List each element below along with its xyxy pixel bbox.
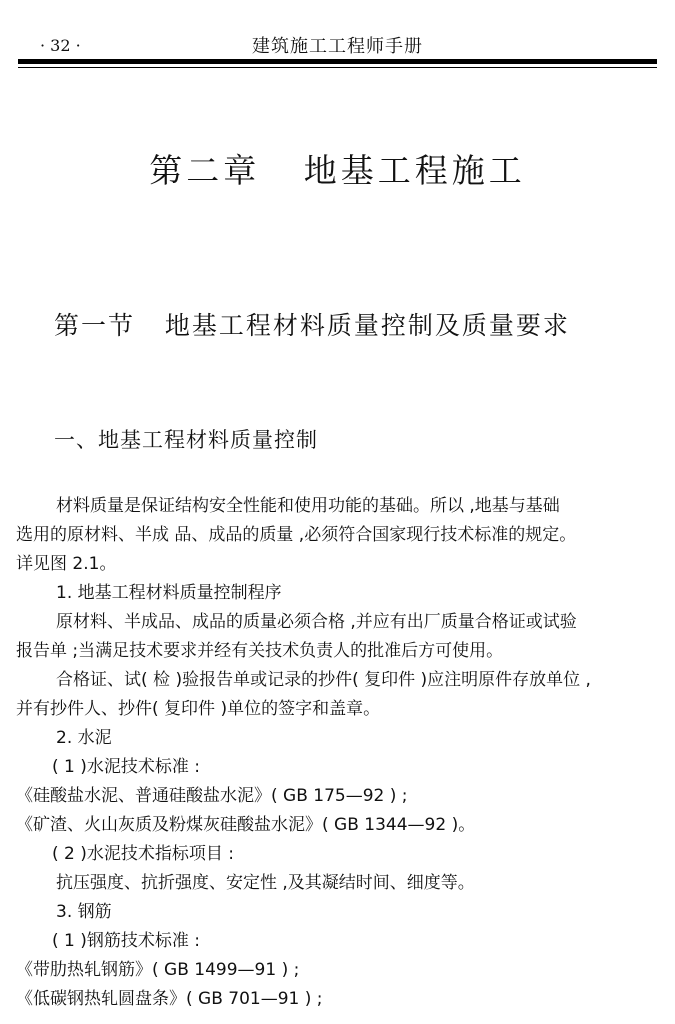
header-rule-thick xyxy=(18,59,657,64)
body-line: ( 2 )水泥技术指标项目 : xyxy=(52,844,235,864)
body-line: 1. 地基工程材料质量控制程序 xyxy=(56,583,282,603)
body-line: ( 1 )水泥技术标准 : xyxy=(52,757,201,777)
body-line: 3. 钢筋 xyxy=(56,902,112,922)
page-number: · 32 · xyxy=(40,36,81,55)
body-line: 《低碳钢热轧圆盘条》( GB 701—91 ) ; xyxy=(16,989,323,1009)
body-line: ( 1 )钢筋技术标准 : xyxy=(52,931,201,951)
body-line: 原材料、半成品、成品的质量必须合格 ,并应有出厂质量合格证或试验 xyxy=(56,612,577,632)
body-line: 选用的原材料、半成 品、成品的质量 ,必须符合国家现行技术标准的规定。 xyxy=(16,525,577,545)
body-line: 《带肋热轧钢筋》( GB 1499—91 ) ; xyxy=(16,960,300,980)
body-line: 抗压强度、抗折强度、安定性 ,及其凝结时间、细度等。 xyxy=(56,873,475,893)
body-text xyxy=(16,492,662,1014)
page-header xyxy=(18,30,657,62)
body-line: 合格证、试( 检 )验报告单或记录的抄件( 复印件 )应注明原件存放单位 , xyxy=(56,670,591,690)
body-line: 《矿渣、火山灰质及粉煤灰硅酸盐水泥》( GB 1344—92 )。 xyxy=(16,815,476,835)
body-line: 《硅酸盐水泥、普通硅酸盐水泥》( GB 175—92 ) ; xyxy=(16,786,408,806)
section-title: 第一节 地基工程材料质量控制及质量要求 xyxy=(54,311,570,340)
book-title: 建筑施工工程师手册 xyxy=(252,36,423,57)
body-line: 2. 水泥 xyxy=(56,728,112,748)
body-line: 详见图 2.1。 xyxy=(16,554,117,574)
header-rule-thin xyxy=(18,67,657,68)
body-line: 材料质量是保证结构安全性能和使用功能的基础。所以 ,地基与基础 xyxy=(56,496,560,516)
chapter-title: 第二章 地基工程施工 xyxy=(149,151,526,190)
body-line: 并有抄件人、抄件( 复印件 )单位的签字和盖章。 xyxy=(16,699,381,719)
body-line: 报告单 ;当满足技术要求并经有关技术负责人的批准后方可使用。 xyxy=(16,641,504,661)
subsection-title: 一、地基工程材料质量控制 xyxy=(54,428,318,452)
